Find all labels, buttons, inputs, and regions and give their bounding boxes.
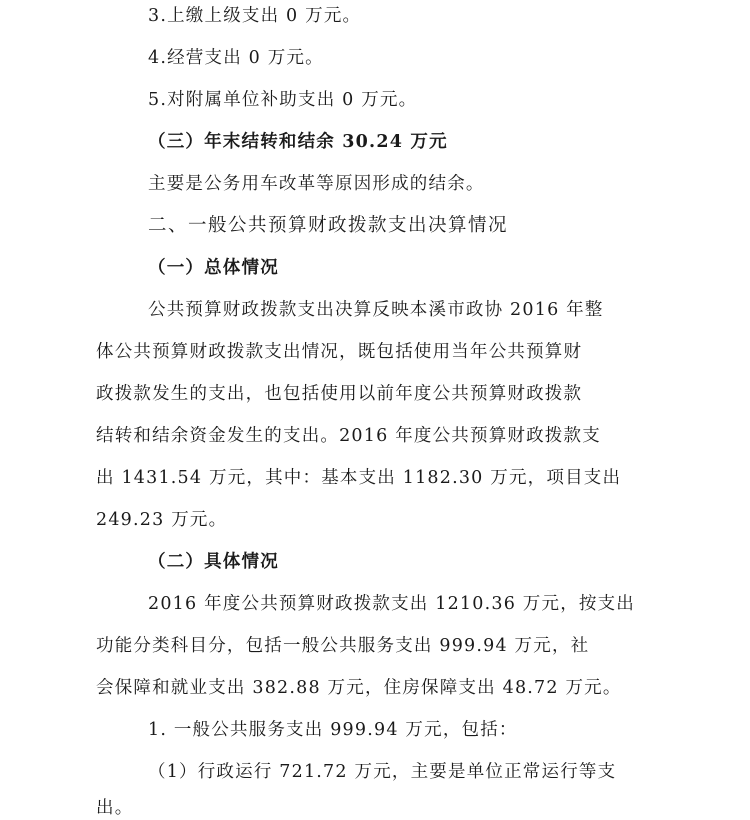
paragraph-specific-line-2: 功能分类科目分，包括一般公共服务支出 999.94 万元，社 xyxy=(96,636,590,656)
list-subitem-admin-operation-cont: 出。 xyxy=(96,798,134,818)
paragraph-specific-line-3: 会保障和就业支出 382.88 万元，住房保障支出 48.72 万元。 xyxy=(96,678,622,698)
paragraph-overall-line-5: 出 1431.54 万元，其中：基本支出 1182.30 万元，项目支出 xyxy=(96,468,622,488)
list-item-general-services: 1. 一般公共服务支出 999.94 万元，包括： xyxy=(148,720,518,740)
paragraph-overall-line-3: 政拨款发生的支出，也包括使用以前年度公共预算财政拨款 xyxy=(96,384,583,404)
paragraph-specific-line-1: 2016 年度公共预算财政拨款支出 1210.36 万元，按支出 xyxy=(148,594,635,614)
paragraph-overall-line-2: 体公共预算财政拨款支出情况，既包括使用当年公共预算财 xyxy=(96,342,583,362)
paragraph-balance-reason: 主要是公务用车改革等原因形成的结余。 xyxy=(148,174,485,194)
paragraph-overall-line-6: 249.23 万元。 xyxy=(96,510,228,530)
list-subitem-admin-operation: （1）行政运行 721.72 万元，主要是单位正常运行等支 xyxy=(148,762,617,782)
expense-item-5: 5.对附属单位补助支出 0 万元。 xyxy=(148,90,418,110)
paragraph-overall-line-4: 结转和结余资金发生的支出。2016 年度公共预算财政拨款支 xyxy=(96,426,601,446)
section-heading-general-budget: 二、一般公共预算财政拨款支出决算情况 xyxy=(148,215,509,236)
section-heading-year-end-balance: （三）年末结转和结余 30.24 万元 xyxy=(148,132,448,152)
expense-item-4: 4.经营支出 0 万元。 xyxy=(148,48,324,68)
paragraph-overall-line-1: 公共预算财政拨款支出决算反映本溪市政协 2016 年整 xyxy=(148,300,604,320)
expense-item-3: 3.上缴上级支出 0 万元。 xyxy=(148,6,362,26)
subheading-specific-situation: （二）具体情况 xyxy=(148,552,279,572)
subheading-overall-situation: （一）总体情况 xyxy=(148,258,279,278)
